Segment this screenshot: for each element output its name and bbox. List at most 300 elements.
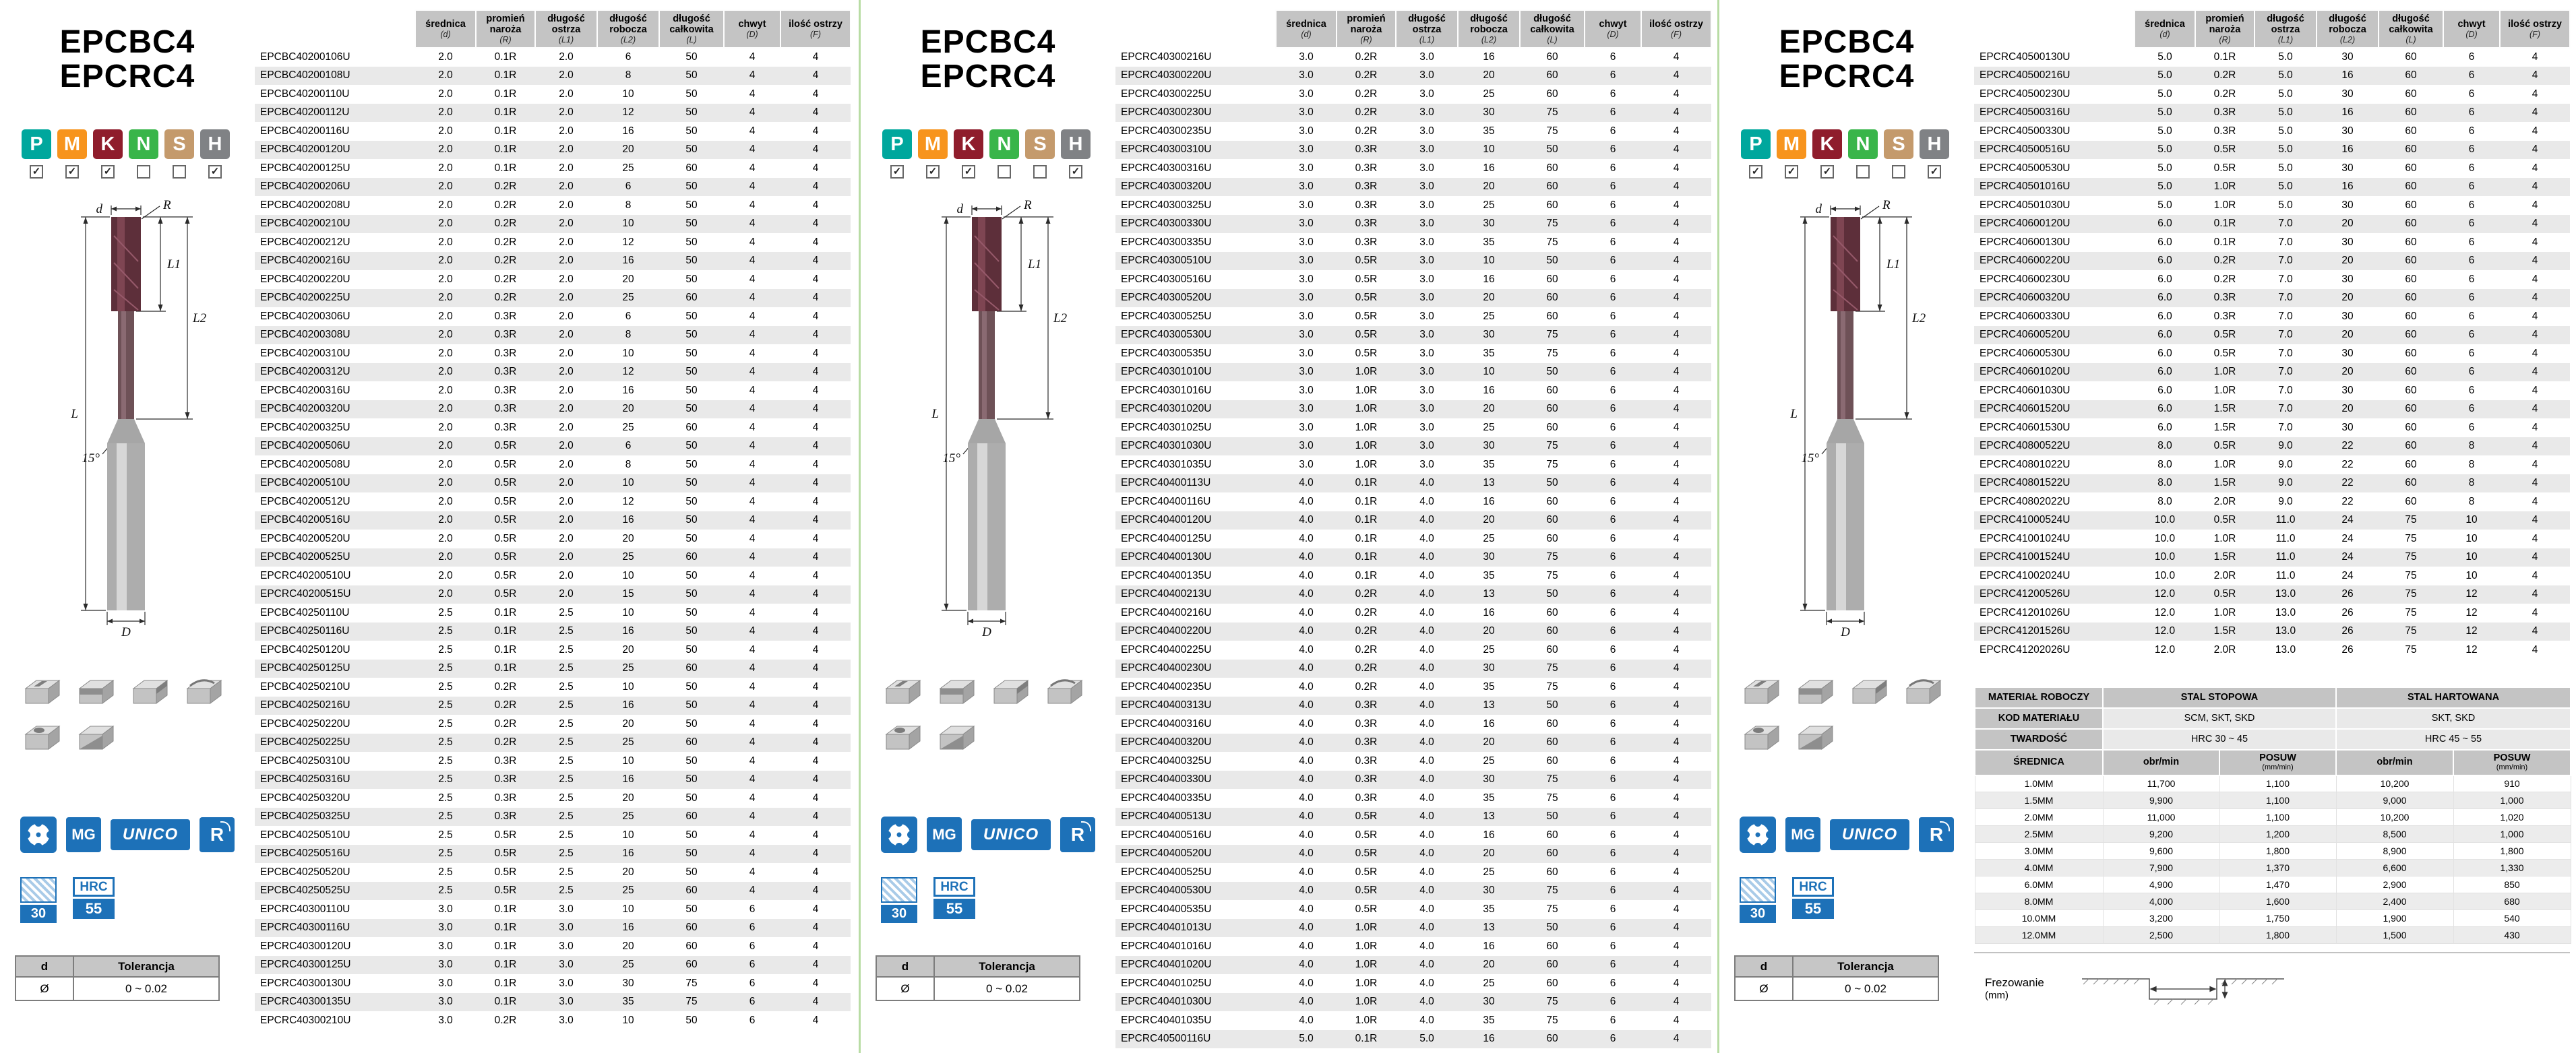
spec-cell: 4 <box>749 125 756 137</box>
spec-cell: 6.0 <box>2157 255 2172 267</box>
spec-cell: 0.2R <box>1355 662 1378 674</box>
spec-cell: 2.5 <box>559 792 574 804</box>
params-value-cell: 1,800 <box>2453 843 2571 860</box>
spec-cell: 5.0 <box>2157 162 2172 174</box>
header-sub-label: (L1) <box>1419 35 1435 45</box>
params-value-cell: 1,500 <box>2336 927 2453 944</box>
spec-cell: 2.0 <box>438 236 453 248</box>
part-number-cell: EPCBC40200512U <box>260 495 350 507</box>
spec-cell: 4 <box>1673 625 1680 637</box>
parts-table-row <box>1974 48 2570 67</box>
spec-cell: 6 <box>1609 347 1616 359</box>
parts-table-row <box>1974 196 2570 215</box>
spec-cell: 22 <box>2341 495 2354 507</box>
spec-cell: 0.5R <box>1355 292 1378 304</box>
part-number-header-cell <box>255 10 415 48</box>
spec-cell: 6 <box>1609 162 1616 174</box>
hrc-label: HRC <box>933 877 975 897</box>
spec-cell: 2.0 <box>438 532 453 544</box>
spec-cell: 25 <box>622 662 634 674</box>
part-number-cell: EPCRC40300516U <box>1121 273 1212 285</box>
part-number-cell: EPCBC40200520U <box>260 532 350 544</box>
spec-cell: 50 <box>685 606 698 618</box>
spec-cell: 4.0 <box>1419 959 1434 971</box>
hrc-badge <box>1792 877 1834 919</box>
spec-cell: 6 <box>1609 551 1616 563</box>
part-number-cell: EPCBC40250325U <box>260 810 350 823</box>
part-number-cell: EPCRC40500116U <box>1121 1033 1211 1045</box>
spec-badges-row <box>20 877 115 923</box>
spec-cell: 2.0 <box>559 569 574 581</box>
part-number-cell: EPCRC40400316U <box>1121 717 1212 730</box>
part-number-cell: EPCBC40250220U <box>260 717 350 730</box>
spec-cell: 6 <box>749 1014 756 1026</box>
parts-table-row <box>255 104 851 123</box>
hrc-badge <box>73 877 115 919</box>
spec-cell: 2.0 <box>438 347 453 359</box>
spec-cell: 35 <box>622 996 634 1008</box>
dim-label-d: d <box>956 202 963 216</box>
spec-cell: 3.0 <box>559 996 574 1008</box>
spec-cell: 20 <box>1483 69 1495 82</box>
spec-cell: 2.5 <box>438 699 453 711</box>
spec-cell: 5.0 <box>2157 199 2172 211</box>
spec-cell: 30 <box>1483 106 1495 119</box>
iso-material-box: K <box>1812 129 1842 159</box>
part-number-cell: EPCRC40600220U <box>1980 255 2071 267</box>
params-value-cell: 1,000 <box>2453 826 2571 843</box>
spec-cell: 4.0 <box>1299 477 1314 489</box>
spec-cell: 4 <box>812 162 819 174</box>
spec-cell: 60 <box>1546 292 1558 304</box>
parts-table-row <box>255 826 851 845</box>
spec-cell: 35 <box>1483 569 1495 581</box>
spec-cell: 0.3R <box>1355 181 1378 193</box>
spec-cell: 3.0 <box>1299 255 1314 267</box>
spec-cell: 9.0 <box>2278 458 2293 470</box>
spec-cell: 4 <box>749 51 756 63</box>
spec-cell: 6 <box>2468 199 2475 211</box>
milling-operation-icons <box>1740 675 1962 757</box>
part-number-cell: EPCRC40600530U <box>1980 347 2071 359</box>
ramping-icon <box>935 721 977 757</box>
spec-cell: 0.2R <box>494 699 517 711</box>
spec-cell: 0.5R <box>1355 848 1378 860</box>
spec-cell: 4.0 <box>1299 996 1314 1008</box>
spec-cell: 6.0 <box>2157 236 2172 248</box>
spec-cell: 6 <box>1609 940 1616 952</box>
spec-cell: 25 <box>1483 866 1495 878</box>
part-number-cell: EPCBC40250116U <box>260 625 350 637</box>
spec-cell: 4 <box>2532 551 2538 563</box>
spec-cell: 0.2R <box>1355 606 1378 618</box>
spec-cell: 75 <box>2405 588 2417 600</box>
spec-cell: 7.0 <box>2278 236 2293 248</box>
spec-cell: 11.0 <box>2275 569 2296 581</box>
spec-cell: 60 <box>1546 403 1558 415</box>
spec-cell: 4 <box>749 236 756 248</box>
spec-cell: 2.0 <box>438 218 453 230</box>
spec-cell: 1.0R <box>2213 384 2236 396</box>
spec-cell: 0.3R <box>494 810 517 823</box>
spec-cell: 0.1R <box>494 162 517 174</box>
frezowanie-label-line1: Frezowanie <box>1985 976 2044 989</box>
spec-cell: 4 <box>1673 736 1680 748</box>
parts-table-header-cell <box>2195 10 2255 48</box>
part-number-cell: EPCBC40200206U <box>260 181 350 193</box>
dim-label-R: R <box>1882 198 1891 212</box>
params-value-cell: 1,900 <box>2336 910 2453 927</box>
iso-material-box: M <box>57 129 87 159</box>
params-col-header-label: ŚREDNICA <box>2013 756 2064 767</box>
tool-drawing-container <box>16 197 239 641</box>
spec-cell: 3.0 <box>559 959 574 971</box>
spec-cell: 35 <box>1483 903 1495 915</box>
spec-cell: 6 <box>2468 162 2475 174</box>
parts-table-row <box>255 67 851 86</box>
iso-material-item <box>918 129 948 179</box>
spec-cell: 16 <box>1483 495 1495 507</box>
spec-cell: 7.0 <box>2278 310 2293 322</box>
spec-cell: 60 <box>2405 181 2417 193</box>
parts-table-row <box>255 178 851 197</box>
spec-cell: 4.0 <box>1419 848 1434 860</box>
spec-cell: 3.0 <box>1299 421 1314 433</box>
spec-cell: 25 <box>1483 532 1495 544</box>
spec-cell: 75 <box>1546 458 1558 470</box>
spec-cell: 6 <box>1609 366 1616 378</box>
params-material-header: MATERIAŁ ROBOCZY <box>1975 687 2103 708</box>
iso-material-item <box>93 129 123 179</box>
header-label: promień naroża <box>486 13 525 35</box>
frezowanie-block <box>1974 952 2570 1017</box>
spec-cell: 0.5R <box>2213 329 2236 341</box>
radius-badge: R <box>1919 817 1954 852</box>
part-number-cell: EPCRC40500230U <box>1980 88 2071 100</box>
dim-label-d: d <box>1815 202 1822 216</box>
spec-cell: 4 <box>2532 199 2538 211</box>
spec-cell: 10 <box>622 347 634 359</box>
parts-table-row <box>255 715 851 734</box>
spec-cell: 2.0 <box>438 588 453 600</box>
spec-cell: 25 <box>1483 88 1495 100</box>
params-value-cell: 9,000 <box>2336 792 2453 809</box>
spec-cell: 2.0 <box>438 255 453 267</box>
spec-cell: 2.0 <box>438 143 453 156</box>
spec-cell: 6 <box>1609 606 1616 618</box>
spec-cell: 3.0 <box>1299 181 1314 193</box>
iso-material-box: N <box>989 129 1019 159</box>
spec-cell: 50 <box>1546 699 1558 711</box>
iso-material-checkbox <box>137 165 150 179</box>
spec-cell: 24 <box>2341 569 2354 581</box>
spec-cell: 4 <box>749 440 756 452</box>
spec-cell: 4 <box>812 551 819 563</box>
parts-table-header-cell <box>2379 10 2443 48</box>
spec-cell: 4 <box>749 885 756 897</box>
spec-cell: 0.1R <box>1355 1033 1378 1045</box>
parts-table-row <box>1115 771 1711 790</box>
parts-table-row <box>1115 752 1711 771</box>
spec-cell: 4 <box>2532 255 2538 267</box>
part-number-cell: EPCRC40400235U <box>1121 680 1212 693</box>
spec-cell: 60 <box>1546 88 1558 100</box>
spec-cell: 60 <box>1546 866 1558 878</box>
spec-cell: 35 <box>1483 347 1495 359</box>
spec-cell: 4 <box>812 996 819 1008</box>
params-col-header-sub: (mm/min) <box>2262 763 2294 772</box>
header-label: długość ostrza <box>547 13 585 35</box>
spec-cell: 6 <box>2468 106 2475 119</box>
parts-table-row <box>255 159 851 178</box>
part-number-cell: EPCRC40400116U <box>1121 495 1211 507</box>
header-label: długość robocza <box>2329 13 2366 35</box>
spec-cell: 4 <box>749 736 756 748</box>
parts-table-row <box>1974 178 2570 197</box>
spec-cell: 2.0R <box>2213 569 2236 581</box>
part-number-cell: EPCRC40400216U <box>1121 606 1212 618</box>
params-meta-value: HRC 45 ~ 55 <box>2336 729 2571 750</box>
spec-cell: 2.5 <box>559 717 574 730</box>
spec-cell: 6 <box>2468 69 2475 82</box>
product-title-line-2: EPCRC4 <box>920 58 1056 94</box>
spec-cell: 30 <box>2341 310 2354 322</box>
spec-cell: 0.1R <box>1355 495 1378 507</box>
spec-cell: 13.0 <box>2275 643 2296 656</box>
iso-material-box: P <box>882 129 912 159</box>
helix-angle-badge <box>20 877 57 923</box>
spec-cell: 60 <box>685 662 698 674</box>
dim-label-L1: L1 <box>167 257 181 272</box>
dim-label-L2: L2 <box>193 311 207 325</box>
spec-cell: 0.1R <box>494 143 517 156</box>
spec-cell: 3.0 <box>1419 421 1434 433</box>
spec-cell: 6.0 <box>2157 273 2172 285</box>
part-number-cell: EPCRC40500130U <box>1980 51 2071 63</box>
parts-table-row <box>1115 919 1711 938</box>
spec-cell: 4.0 <box>1299 848 1314 860</box>
dim-label-angle: 15° <box>1801 451 1819 466</box>
spec-cell: 2.0 <box>438 273 453 285</box>
part-number-cell: EPCRC40300510U <box>1121 255 1212 267</box>
parts-table-row <box>1974 567 2570 585</box>
spec-cell: 2.0 <box>438 69 453 82</box>
spec-cell: 6 <box>1609 106 1616 119</box>
spec-cell: 3.0 <box>559 922 574 934</box>
spec-cell: 2.0 <box>438 51 453 63</box>
iso-material-box: N <box>129 129 158 159</box>
spec-cell: 75 <box>2405 606 2417 618</box>
spec-cell: 0.5R <box>494 829 517 841</box>
spec-cell: 50 <box>685 699 698 711</box>
spec-cell: 2.0 <box>559 106 574 119</box>
spec-cell: 0.1R <box>1355 569 1378 581</box>
part-number-cell: EPCRC40600120U <box>1980 218 2071 230</box>
spec-cell: 1.0R <box>2213 458 2236 470</box>
spec-cell: 30 <box>1483 218 1495 230</box>
spec-cell: 25 <box>622 162 634 174</box>
header-sub-label: (D) <box>746 30 758 40</box>
spec-cell: 4.0 <box>1419 477 1434 489</box>
spec-cell: 20 <box>622 792 634 804</box>
spec-cell: 1.0R <box>1355 366 1378 378</box>
parts-table-row <box>1974 141 2570 160</box>
params-value-cell: 1,750 <box>2219 910 2336 927</box>
spec-cell: 24 <box>2341 551 2354 563</box>
spec-cell: 6 <box>1609 922 1616 934</box>
parts-table-row <box>1115 734 1711 753</box>
spec-cell: 4 <box>749 551 756 563</box>
spec-cell: 4 <box>812 662 819 674</box>
spec-cell: 60 <box>685 292 698 304</box>
spec-cell: 2.5 <box>438 662 453 674</box>
spec-cell: 3.0 <box>438 977 453 989</box>
parts-table-row <box>1115 437 1711 456</box>
parts-table-body <box>1115 48 1711 1048</box>
spec-cell: 2.0 <box>559 51 574 63</box>
spec-cell: 13 <box>1483 699 1495 711</box>
part-number-cell: EPCRC40600130U <box>1980 236 2071 248</box>
spec-cell: 4.0 <box>1419 717 1434 730</box>
spec-cell: 16 <box>1483 606 1495 618</box>
hatch-pattern-icon <box>20 877 57 903</box>
parts-table-row <box>255 993 851 1012</box>
part-number-cell: EPCRC40400225U <box>1121 643 1212 656</box>
spec-cell: 4 <box>749 69 756 82</box>
spec-cell: 60 <box>1546 514 1558 526</box>
spec-cell: 20 <box>622 940 634 952</box>
spec-cell: 16 <box>1483 717 1495 730</box>
spec-cell: 20 <box>1483 736 1495 748</box>
header-sub-label: (R) <box>499 35 512 45</box>
spec-cell: 6.0 <box>2157 366 2172 378</box>
spec-cell: 75 <box>1546 996 1558 1008</box>
parts-table-header-cell <box>1276 10 1337 48</box>
spec-cell: 60 <box>2405 199 2417 211</box>
spec-cell: 0.1R <box>494 940 517 952</box>
spec-cell: 60 <box>2405 143 2417 156</box>
spec-cell: 3.0 <box>1299 347 1314 359</box>
part-number-cell: EPCRC40401013U <box>1121 922 1212 934</box>
spec-cell: 6 <box>749 922 756 934</box>
params-data-row <box>1975 775 2571 792</box>
parts-table-row <box>1115 826 1711 845</box>
spec-cell: 60 <box>2405 255 2417 267</box>
iso-material-item <box>882 129 912 179</box>
spec-cell: 4 <box>812 181 819 193</box>
spec-cell: 4 <box>812 1014 819 1026</box>
spec-cell: 4.0 <box>1299 643 1314 656</box>
iso-material-checkbox: ✓ <box>1785 165 1798 179</box>
spec-cell: 0.3R <box>494 403 517 415</box>
params-meta-label: TWARDOŚĆ <box>1975 729 2103 750</box>
params-value-cell: 10,200 <box>2336 809 2453 826</box>
spec-cell: 6 <box>1609 458 1616 470</box>
part-number-cell: EPCRC40400135U <box>1121 569 1212 581</box>
spec-cell: 3.0 <box>1299 458 1314 470</box>
spec-cell: 0.5R <box>494 458 517 470</box>
mg-badge: MG <box>1785 817 1820 852</box>
parts-table-row <box>1115 159 1711 178</box>
header-label: chwyt <box>1599 18 1627 30</box>
spec-cell: 0.2R <box>494 292 517 304</box>
part-number-cell: EPCRC40300525U <box>1121 310 1212 322</box>
spec-cell: 4 <box>2532 106 2538 119</box>
spec-cell: 3.0 <box>1419 384 1434 396</box>
spec-cell: 50 <box>685 643 698 656</box>
spec-cell: 6 <box>2468 181 2475 193</box>
spec-cell: 0.5R <box>2213 588 2236 600</box>
spec-cell: 2.5 <box>559 848 574 860</box>
dim-label-angle: 15° <box>942 451 960 466</box>
parts-table-row <box>255 363 851 382</box>
spec-cell: 50 <box>685 532 698 544</box>
params-group-header-row <box>1975 687 2571 708</box>
spec-cell: 2.0 <box>438 366 453 378</box>
spec-cell: 4.0 <box>1299 977 1314 989</box>
spec-cell: 4 <box>812 477 819 489</box>
spec-cell: 6 <box>1609 181 1616 193</box>
part-number-cell: EPCRC41201026U <box>1980 606 2071 618</box>
spec-cell: 5.0 <box>2157 181 2172 193</box>
header-label: chwyt <box>2457 18 2486 30</box>
part-number-cell: EPCBC40200210U <box>260 218 350 230</box>
params-value-cell: 1,800 <box>2219 927 2336 944</box>
brand-badges-row <box>20 817 235 853</box>
spec-cell: 4 <box>749 680 756 693</box>
spec-cell: 4 <box>1673 643 1680 656</box>
params-col-header-label: POSUW <box>2259 752 2296 763</box>
spec-cell: 2.0 <box>559 421 574 433</box>
iso-material-checkbox <box>998 165 1011 179</box>
spec-cell: 4 <box>749 162 756 174</box>
spec-cell: 25 <box>1483 421 1495 433</box>
spec-cell: 25 <box>1483 755 1495 767</box>
spec-cell: 3.0 <box>1419 366 1434 378</box>
spec-cell: 3.0 <box>1299 236 1314 248</box>
spec-cell: 0.3R <box>1355 773 1378 786</box>
parts-table-row <box>1115 289 1711 308</box>
spec-cell: 4 <box>1673 848 1680 860</box>
spec-cell: 2.0 <box>559 477 574 489</box>
spec-cell: 60 <box>1546 51 1558 63</box>
spec-cell: 5.0 <box>2278 199 2293 211</box>
tolerance-table <box>15 955 220 1001</box>
spec-cell: 35 <box>1483 236 1495 248</box>
spec-cell: 0.1R <box>494 88 517 100</box>
parts-table-body <box>1974 48 2570 660</box>
spec-cell: 3.0 <box>1419 143 1434 156</box>
spec-cell: 50 <box>685 106 698 119</box>
part-number-cell: EPCBC40200506U <box>260 440 350 452</box>
part-number-cell: EPCRC40200515U <box>260 588 351 600</box>
spec-cell: 12 <box>2465 588 2478 600</box>
spec-cell: 4 <box>812 458 819 470</box>
spec-cell: 4 <box>1673 755 1680 767</box>
header-sub-label: (R) <box>1360 35 1372 45</box>
part-number-cell: EPCBC40200220U <box>260 273 350 285</box>
params-diameter-cell: 12.0MM <box>1975 927 2103 944</box>
spec-cell: 75 <box>1546 236 1558 248</box>
spec-cell: 25 <box>622 736 634 748</box>
spec-cell: 0.2R <box>494 736 517 748</box>
spec-cell: 3.0 <box>1299 329 1314 341</box>
spec-cell: 0.1R <box>494 606 517 618</box>
spec-cell: 0.1R <box>1355 551 1378 563</box>
parts-table-row <box>1974 548 2570 567</box>
spec-cell: 4 <box>812 606 819 618</box>
spec-cell: 60 <box>2405 218 2417 230</box>
